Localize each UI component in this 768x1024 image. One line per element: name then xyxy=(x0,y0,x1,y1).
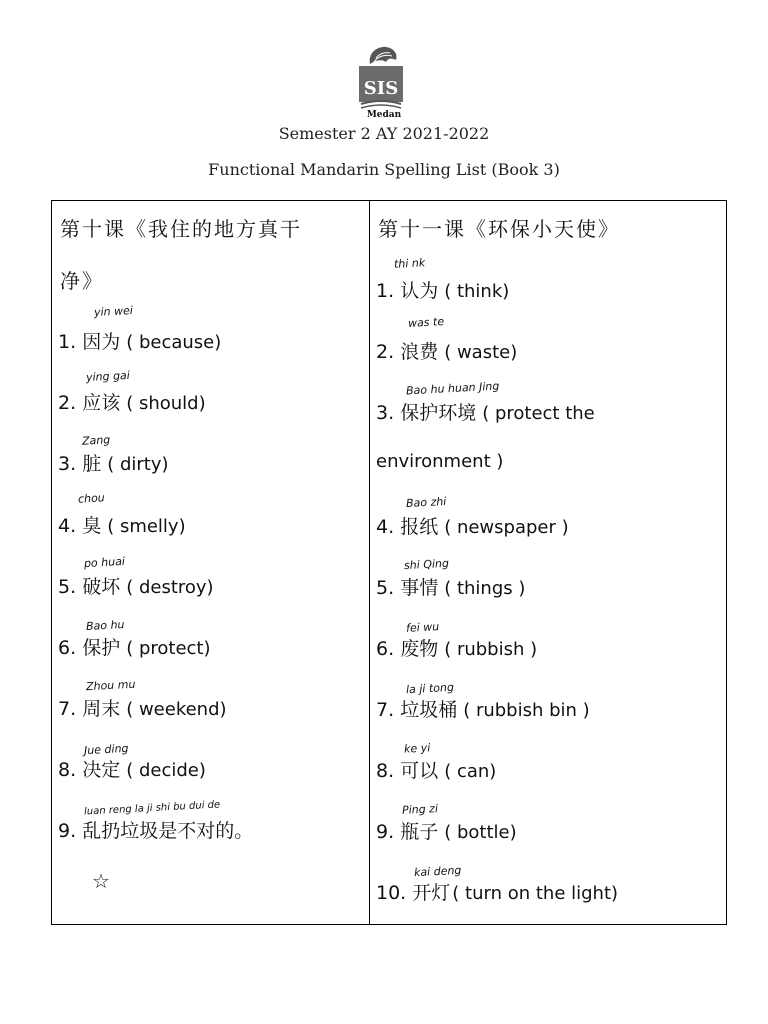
pinyin-annotation: po huai xyxy=(83,554,126,571)
semester-heading: Semester 2 AY 2021-2022 xyxy=(278,124,490,143)
pinyin-annotation: Jue ding xyxy=(83,741,129,758)
pinyin-annotation: la ji tong xyxy=(405,680,455,697)
list-item: 2. 应该 ( should) xyxy=(58,392,206,414)
list-item: 1. 认为 ( think) xyxy=(376,280,510,302)
list-item: 5. 事情 ( things ) xyxy=(376,577,526,599)
list-item: 6. 保护 ( protect) xyxy=(58,637,211,659)
pinyin-annotation: fei wu xyxy=(405,620,440,635)
list-item: 5. 破坏 ( destroy) xyxy=(58,576,214,598)
pinyin-annotation: ying gai xyxy=(85,368,131,385)
pinyin-annotation: kai deng xyxy=(413,863,462,880)
list-item: 4. 臭 ( smelly) xyxy=(58,515,186,537)
logo-sis-text: SIS xyxy=(363,78,399,99)
list-item: 10. 开灯 ( turn on the light) xyxy=(376,882,619,904)
list-item: 3. 保护环境 ( protect the xyxy=(376,402,595,424)
pinyin-annotation: yin wei xyxy=(93,303,134,320)
list-title: Functional Mandarin Spelling List (Book 3) xyxy=(208,160,560,179)
list-item: 7. 周末 ( weekend) xyxy=(58,698,227,720)
pinyin-annotation: Zhou mu xyxy=(85,677,136,694)
pinyin-annotation: Ping zi xyxy=(401,802,439,817)
left-lesson-title-line1: 第十课《我住的地方真干 xyxy=(60,217,302,241)
left-lesson-title-line2: 净》 xyxy=(60,269,104,293)
spelling-table xyxy=(51,200,727,925)
right-lesson-title: 第十一课《环保小天使》 xyxy=(378,217,620,241)
pinyin-annotation: Zang xyxy=(81,433,111,448)
pinyin-annotation: ke yi xyxy=(403,741,431,756)
pinyin-annotation: Bao hu huan Jing xyxy=(405,379,500,398)
list-item: 6. 废物 ( rubbish ) xyxy=(376,638,538,660)
pinyin-annotation: chou xyxy=(77,491,106,506)
pinyin-annotation: luan reng la ji shi bu dui de xyxy=(83,799,221,818)
list-item: 9. 乱扔垃圾是不对的。 xyxy=(58,820,254,842)
logo-caption: Medan xyxy=(366,110,402,120)
list-item: 1. 因为 ( because) xyxy=(58,331,222,353)
list-item: 8. 决定 ( decide) xyxy=(58,759,206,781)
list-item: 9. 瓶子 ( bottle) xyxy=(376,821,517,843)
pinyin-annotation: thi nk xyxy=(393,256,426,271)
list-item: 4. 报纸 ( newspaper ) xyxy=(376,516,569,538)
pinyin-annotation: Bao hu xyxy=(85,618,125,633)
pinyin-annotation: shi Qing xyxy=(403,556,450,573)
list-item: 2. 浪费 ( waste) xyxy=(376,341,518,363)
list-item: 8. 可以 ( can) xyxy=(376,760,497,782)
sis-logo xyxy=(356,42,406,120)
pinyin-annotation: was te xyxy=(407,315,445,330)
pinyin-annotation: Bao zhi xyxy=(405,494,447,511)
star-doodle-icon: ☆ xyxy=(92,869,110,893)
column-divider xyxy=(369,201,370,924)
list-item: 7. 垃圾桶 ( rubbish bin ) xyxy=(376,699,590,721)
gloss-continuation: environment ) xyxy=(376,451,504,472)
list-item: 3. 脏 ( dirty) xyxy=(58,453,169,475)
